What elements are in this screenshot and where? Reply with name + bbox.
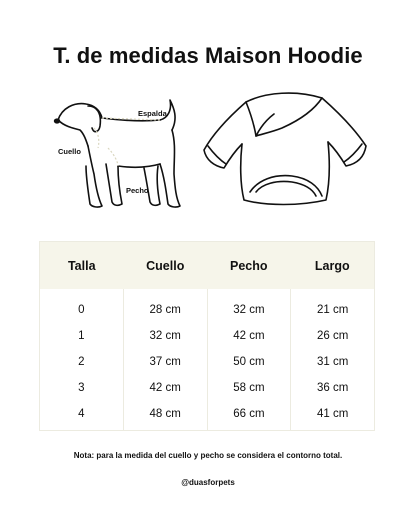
table-cell: 3 <box>78 382 85 394</box>
measurement-note: Nota: para la medida del cuello y pecho se considera el contorno total. <box>73 451 343 460</box>
table-header <box>40 242 374 289</box>
illustrations <box>0 88 416 218</box>
header-size: Talla <box>67 258 96 273</box>
label-neck: Cuello <box>58 147 81 156</box>
table-cell: 66 cm <box>233 408 265 420</box>
table-cell: 58 cm <box>233 382 265 394</box>
table-cell: 2 <box>78 356 85 368</box>
table-cell: 28 cm <box>149 304 181 316</box>
table-cell: 32 cm <box>233 304 265 316</box>
header-neck: Cuello <box>146 258 185 273</box>
header-chest: Pecho <box>229 258 268 273</box>
label-chest: Pecho <box>126 186 149 195</box>
table-cell: 36 cm <box>316 382 349 394</box>
hoodie-outline-icon <box>196 88 376 218</box>
social-handle: @duasforpets <box>181 478 235 487</box>
column-length <box>290 289 374 431</box>
table-cell: 31 cm <box>316 356 349 368</box>
table-cell: 37 cm <box>149 356 181 368</box>
header-length: Largo <box>314 258 350 273</box>
column-size <box>40 289 123 431</box>
table-cell: 1 <box>78 330 85 342</box>
table-cell: 48 cm <box>149 408 181 420</box>
table-cell: 50 cm <box>233 356 265 368</box>
size-table <box>39 241 375 431</box>
table-cell: 4 <box>78 408 85 420</box>
table-body <box>40 289 374 431</box>
table-cell: 42 cm <box>149 382 181 394</box>
table-cell: 26 cm <box>316 330 349 342</box>
table-cell: 21 cm <box>316 304 349 316</box>
table-cell: 32 cm <box>149 330 181 342</box>
column-chest <box>207 289 291 431</box>
table-cell: 41 cm <box>316 408 349 420</box>
table-cell: 42 cm <box>233 330 265 342</box>
column-neck <box>123 289 207 431</box>
table-cell: 0 <box>78 304 85 316</box>
label-back: Espalda <box>138 109 167 118</box>
page-title: T. de medidas Maison Hoodie <box>53 43 363 68</box>
